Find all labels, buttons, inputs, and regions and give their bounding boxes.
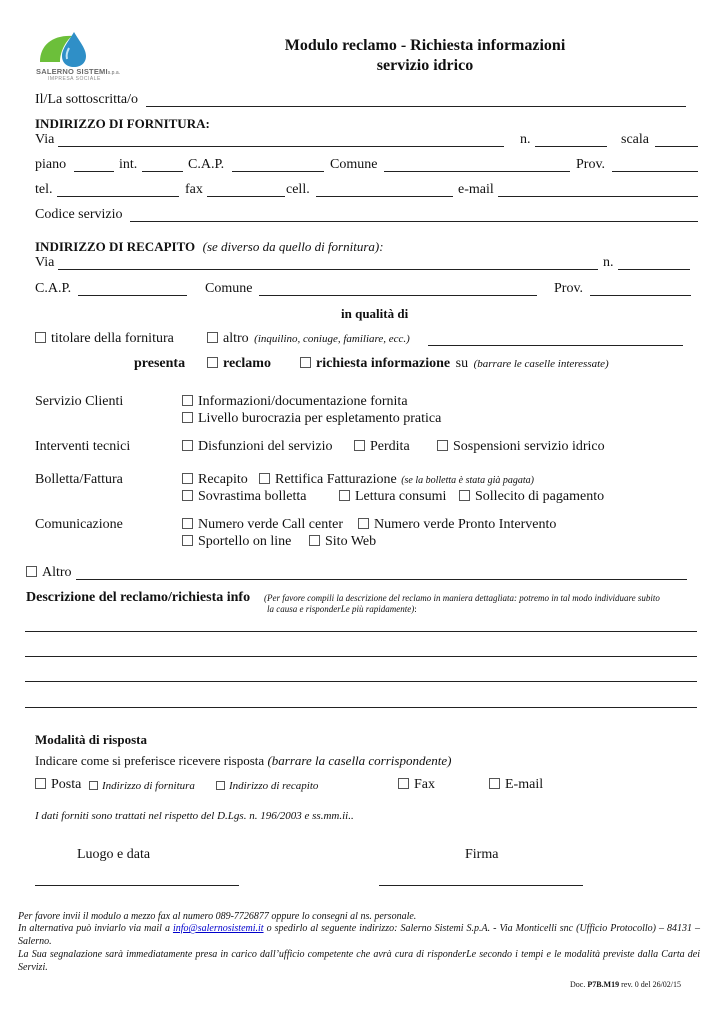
post-checkbox[interactable] [35, 778, 46, 789]
description-line-4[interactable] [25, 707, 697, 708]
holder-label: titolare della fornitura [51, 331, 174, 346]
description-note-colon: : [414, 604, 417, 614]
fax-response-checkbox[interactable] [398, 778, 409, 789]
leak-label: Perdita [370, 439, 410, 454]
supply-fax-field[interactable] [207, 196, 285, 197]
malfunction-label: Disfunzioni del servizio [198, 439, 333, 454]
email-link[interactable]: info@salernosistemi.it [172, 923, 264, 934]
su-label: su [455, 356, 469, 371]
signature-label: Firma [465, 847, 499, 862]
complaint-label: reclamo [223, 356, 271, 371]
footer-line2: In alternativa può inviarlo via mail a info@salernosistemi.it o spedirlo al seguente indirizzo: Salerno Sistemi S.p.A. - Via Monticelli snc (Ufficio Protocollo) – 84131 – Salerno. [18, 923, 700, 947]
online-desk-checkbox[interactable] [182, 535, 193, 546]
email-response-label: E-mail [505, 777, 544, 792]
online-desk-label: Sportello on line [198, 534, 292, 549]
supply-stair-label: scala [621, 132, 649, 147]
supply-address-heading: INDIRIZZO DI FORNITURA: [35, 116, 210, 131]
privacy-notice: I dati forniti sono trattati nel rispetto del D.Lgs. n. 196/2003 e ss.mm.ii.. [35, 810, 354, 822]
delivery-city-label: Comune [205, 281, 253, 296]
supply-floor-label: piano [35, 157, 67, 172]
other-category-checkbox[interactable] [26, 566, 37, 577]
bureaucracy-checkbox[interactable] [182, 412, 193, 423]
document-reference: Doc. P7B.M19 rev. 0 del 26/02/15 [570, 980, 682, 989]
delivery-address-option-checkbox[interactable] [216, 781, 225, 790]
delivery-address-option-label: Indirizzo di recapito [229, 780, 319, 792]
supply-number-field[interactable] [535, 146, 607, 147]
info-request-checkbox[interactable] [300, 357, 311, 368]
service-code-label: Codice servizio [35, 207, 123, 222]
page-title: Modulo reclamo - Richiesta informazioni [284, 37, 566, 54]
supply-floor-field[interactable] [74, 171, 114, 172]
supply-apt-label: int. [119, 157, 138, 172]
other-capacity-note: (inquilino, coniuge, familiare, ecc.) [254, 333, 410, 345]
delivery-city-field[interactable] [259, 295, 537, 296]
customer-service-label: Servizio Clienti [35, 394, 124, 409]
payment-reminder-checkbox[interactable] [459, 490, 470, 501]
response-instruction: Indicare come si preferisce ricevere risposta [35, 753, 265, 768]
supply-province-field[interactable] [612, 171, 698, 172]
other-capacity-checkbox[interactable] [207, 332, 218, 343]
logo-company-suffix: s.p.a. [107, 70, 120, 76]
footer-line1: Per favore invii il modulo a mezzo fax al numero 089-7726877 oppure lo consegni al ns. personale. [18, 911, 417, 922]
water-drop-leaf-icon [38, 32, 90, 68]
logo-company-name: SALERNO SISTEMI [36, 67, 108, 76]
other-capacity-label: altro [223, 331, 249, 346]
supply-phone-label: tel. [35, 182, 53, 197]
emergency-line-label: Numero verde Pronto Intervento [374, 517, 557, 532]
overestimate-label: Sovrastima bolletta [198, 489, 307, 504]
supply-stair-field[interactable] [655, 146, 698, 147]
page-subtitle: servizio idrico [376, 57, 474, 74]
overestimate-checkbox[interactable] [182, 490, 193, 501]
supply-email-label: e-mail [458, 182, 494, 197]
company-logo [34, 32, 124, 82]
delivery-via-label: Via [35, 255, 55, 270]
other-category-label: Altro [42, 565, 72, 580]
info-request-label: richiesta informazione [316, 356, 451, 371]
delivery-number-label: n. [603, 255, 614, 270]
applicant-name-field[interactable] [146, 106, 686, 107]
supply-apt-field[interactable] [142, 171, 183, 172]
description-line-3[interactable] [25, 681, 697, 682]
submit-note: (barrare le caselle interessate) [473, 358, 609, 370]
delivery-number-field[interactable] [618, 269, 690, 270]
capacity-heading: in qualità di [341, 306, 409, 321]
website-label: Sito Web [325, 534, 377, 549]
delivery-address-note: (se diverso da quello di fornitura): [202, 239, 384, 254]
billing-correction-checkbox[interactable] [259, 473, 270, 484]
billing-correction-label: Rettifica Fatturazione [275, 472, 397, 487]
place-date-field[interactable] [35, 885, 239, 886]
place-date-label: Luogo e data [77, 847, 151, 862]
delivery-cap-field[interactable] [78, 295, 187, 296]
supply-address-option-checkbox[interactable] [89, 781, 98, 790]
info-docs-label: Informazioni/documentazione fornita [198, 394, 408, 409]
delivery-via-field[interactable] [58, 269, 598, 270]
suspension-checkbox[interactable] [437, 440, 448, 451]
malfunction-checkbox[interactable] [182, 440, 193, 451]
communication-label: Comunicazione [35, 517, 123, 532]
description-line-2[interactable] [25, 656, 697, 657]
technical-label: Interventi tecnici [35, 439, 131, 454]
footer-line3: La Sua segnalazione sarà immediatamente presa in carico dall’ufficio competente che avrà cura di risponderLe secondo i tempi e le modalità previste dalla Carta dei Servizi. [18, 949, 700, 973]
delivery-province-label: Prov. [554, 281, 584, 296]
call-center-label: Numero verde Call center [198, 517, 343, 532]
holder-checkbox[interactable] [35, 332, 46, 343]
supply-cell-field[interactable] [316, 196, 453, 197]
website-checkbox[interactable] [309, 535, 320, 546]
payment-reminder-label: Sollecito di pagamento [475, 489, 605, 504]
complaint-checkbox[interactable] [207, 357, 218, 368]
description-note-line1: (Per favore compili la descrizione del reclamo in maniera dettagliata: potremo in tal modo individuare subito [264, 593, 660, 603]
leak-checkbox[interactable] [354, 440, 365, 451]
supply-phone-field[interactable] [57, 196, 179, 197]
fax-response-label: Fax [414, 777, 435, 792]
other-capacity-field[interactable] [428, 345, 683, 346]
response-instruction-note: (barrare la casella corrispondente) [267, 753, 452, 768]
logo-tagline: IMPRESA SOCIALE [48, 76, 101, 82]
supply-province-label: Prov. [576, 157, 606, 172]
delivery-bill-checkbox[interactable] [182, 473, 193, 484]
supply-city-field[interactable] [384, 171, 570, 172]
emergency-line-checkbox[interactable] [358, 518, 369, 529]
presenta-label: presenta [134, 356, 186, 371]
supply-email-field[interactable] [498, 196, 698, 197]
other-category-field[interactable] [76, 579, 687, 580]
supply-address-option-label: Indirizzo di fornitura [102, 780, 195, 792]
response-heading: Modalità di risposta [35, 732, 147, 747]
post-label: Posta [51, 777, 82, 792]
supply-cap-field[interactable] [232, 171, 324, 172]
supply-via-field[interactable] [58, 146, 504, 147]
applicant-label: Il/La sottoscritta/o [35, 92, 139, 107]
call-center-checkbox[interactable] [182, 518, 193, 529]
meter-reading-label: Lettura consumi [355, 489, 447, 504]
meter-reading-checkbox[interactable] [339, 490, 350, 501]
delivery-cap-label: C.A.P. [35, 281, 72, 296]
supply-number-label: n. [520, 132, 531, 147]
signature-field[interactable] [379, 885, 583, 886]
billing-correction-note: (se la bolletta è stata già pagata) [401, 475, 534, 486]
description-note-line2: la causa e risponderLe più rapidamente) [267, 604, 415, 614]
delivery-province-field[interactable] [590, 295, 691, 296]
info-docs-checkbox[interactable] [182, 395, 193, 406]
delivery-bill-label: Recapito [198, 472, 248, 487]
supply-cap-label: C.A.P. [188, 157, 225, 172]
billing-label: Bolletta/Fattura [35, 472, 123, 487]
supply-fax-label: fax [185, 182, 203, 197]
supply-city-label: Comune [330, 157, 378, 172]
description-line-1[interactable] [25, 631, 697, 632]
supply-via-label: Via [35, 132, 55, 147]
description-heading: Descrizione del reclamo/richiesta info [26, 590, 251, 605]
delivery-address-heading: INDIRIZZO DI RECAPITO [35, 239, 196, 254]
service-code-field[interactable] [130, 221, 698, 222]
suspension-label: Sospensioni servizio idrico [453, 439, 605, 454]
supply-cell-label: cell. [286, 182, 310, 197]
bureaucracy-label: Livello burocrazia per espletamento pratica [198, 411, 442, 426]
email-response-checkbox[interactable] [489, 778, 500, 789]
